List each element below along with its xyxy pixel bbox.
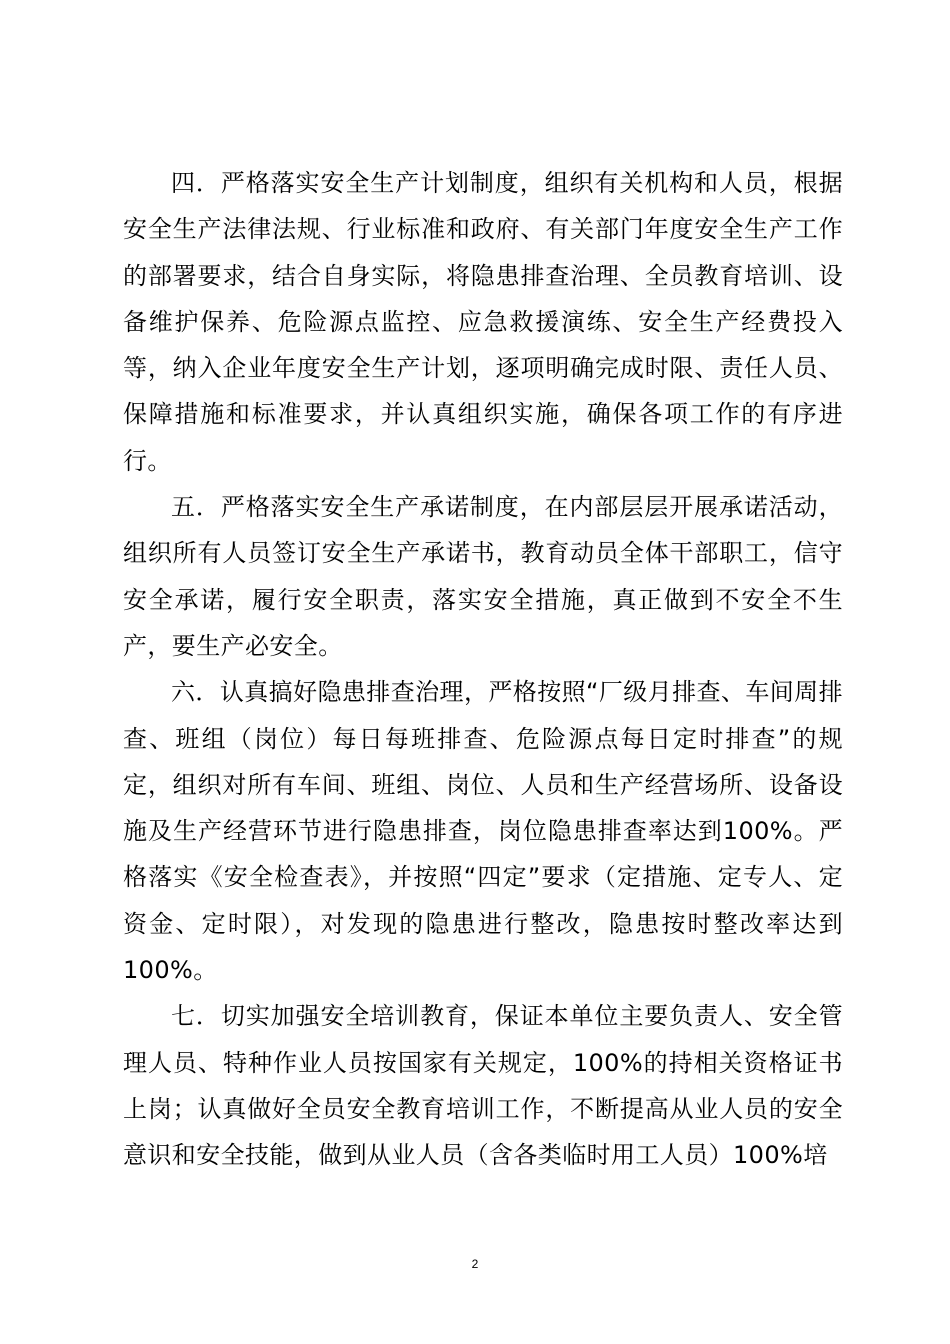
paragraph-six: 六．认真搞好隐患排查治理，严格按照“厂级月排查、车间周排查、班组（岗位）每日每班排查、危险源点每日定时排查”的规定，组织对所有车间、班组、岗位、人员和生产经营场所、设备设施及生产经营环节进行隐患排查，岗位隐患排查率达到100%。严格落实《安全检查表》，并按照“四定”要求（定措施、定专人、定资金、定时限），对发现的隐患进行整改，隐患按时整改率达到100%。 xyxy=(123,678,843,985)
paragraph-four: 四．严格落实安全生产计划制度，组织有关机构和人员，根据安全生产法律法规、行业标准和政府、有关部门年度安全生产工作的部署要求，结合自身实际，将隐患排查治理、全员教育培训、设备维护保养、危险源点监控、应急救援演练、安全生产经费投入等，纳入企业年度安全生产计划，逐项明确完成时限、责任人员、保障措施和标准要求，并认真组织实施，确保各项工作的有序进行。 xyxy=(123,169,843,475)
paragraph-seven: 七．切实加强安全培训教育，保证本单位主要负责人、安全管理人员、特种作业人员按国家有关规定，100%的持相关资格证书上岗；认真做好全员安全教育培训工作，不断提高从业人员的安全意识和安全技能，做到从业人员（含各类临时用工人员）100%培 xyxy=(123,1002,843,1170)
document-body xyxy=(123,160,843,1179)
paragraph-five: 五．严格落实安全生产承诺制度，在内部层层开展承诺活动，组织所有人员签订安全生产承诺书，教育动员全体干部职工，信守安全承诺，履行安全职责，落实安全措施，真正做到不安全不生产，要生产必安全。 xyxy=(123,493,843,660)
page-number: 2 xyxy=(471,1257,479,1271)
